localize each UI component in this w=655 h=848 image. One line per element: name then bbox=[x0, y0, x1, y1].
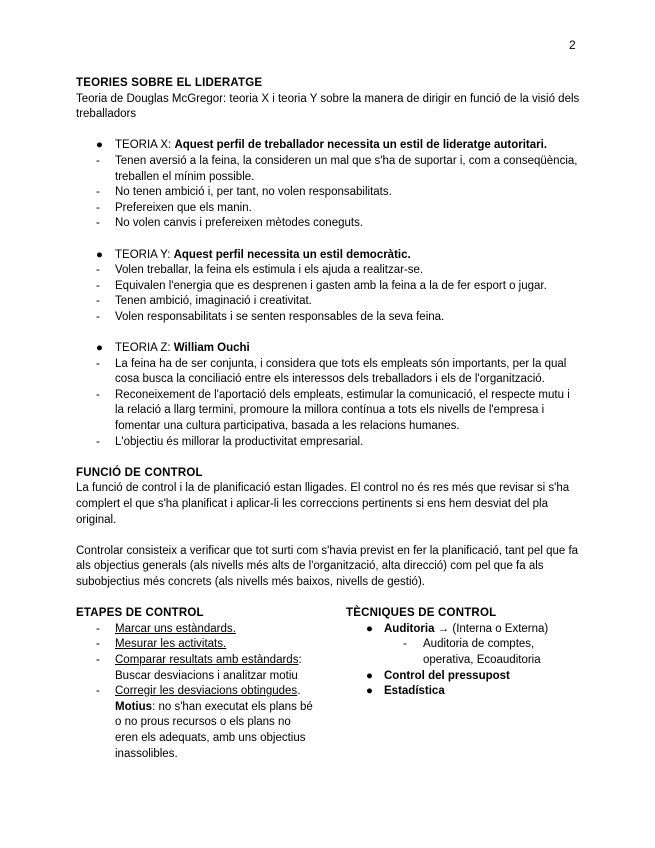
heading-lideratge: TEORIES SOBRE EL LIDERATGE bbox=[76, 77, 263, 89]
dash-glyph: - bbox=[96, 295, 100, 308]
list-item-text: Control del pressupost bbox=[384, 669, 510, 682]
list-item-text: . bbox=[297, 685, 301, 698]
dash-glyph: - bbox=[403, 638, 407, 651]
list-item-text: Estadística bbox=[384, 685, 445, 698]
list-item-text: : Buscar desviacions i analitzar motiu bbox=[115, 653, 302, 682]
dash-glyph: - bbox=[96, 388, 100, 401]
list-item bbox=[346, 684, 581, 700]
list-item-text: → (Interna o Externa) bbox=[434, 622, 549, 635]
list-item bbox=[76, 622, 316, 638]
list-item bbox=[76, 684, 316, 762]
list-item-text: Mesurar les activitats. bbox=[115, 638, 227, 651]
list-item-text: Marcar uns estàndards. bbox=[115, 622, 236, 635]
two-column-section bbox=[76, 606, 581, 766]
dash-glyph: - bbox=[96, 622, 100, 635]
dash-glyph: - bbox=[96, 279, 100, 292]
theory-z-bold: William Ouchi bbox=[173, 342, 250, 355]
list-item-underlined: Comparar resultats amb estàndards bbox=[115, 653, 299, 666]
list-item bbox=[76, 201, 581, 217]
dash-glyph: - bbox=[96, 201, 100, 214]
dash-glyph: - bbox=[96, 217, 100, 230]
list-item bbox=[76, 185, 581, 201]
heading-funcio-control: FUNCIÓ DE CONTROL bbox=[76, 466, 203, 479]
list-item bbox=[76, 653, 316, 684]
theory-x-bullet bbox=[76, 138, 581, 154]
list-item bbox=[76, 310, 581, 326]
list-item bbox=[346, 622, 581, 638]
list-item-text: Reconeixement de l'aportació dels empleats, estimular la comunicació, el respecte mutu i la relació a llarg termini, promoure la millora contínua a tots els nivells de l'empresa i fomentar una cultura participativa, basada a les relacions humanes. bbox=[115, 388, 570, 433]
list-item bbox=[76, 263, 581, 279]
heading-tecniques: TÈCNIQUES DE CONTROL bbox=[346, 607, 497, 620]
bullet-glyph: ● bbox=[366, 685, 373, 698]
bullet-glyph: ● bbox=[366, 669, 373, 682]
list-item bbox=[76, 388, 581, 435]
dash-glyph: - bbox=[96, 685, 100, 698]
bullet-glyph: ● bbox=[366, 622, 373, 635]
theory-z-prefix: TEORIA Z: bbox=[115, 342, 174, 355]
list-item-text: Volen responsabilitats i se senten responsables de la seva feina. bbox=[115, 310, 445, 323]
list-item-text: Equivalen l'energia que es desprenen i gasten amb la feina a la de fer esport o jugar. bbox=[115, 279, 547, 292]
page-content bbox=[76, 76, 581, 766]
control-paragraph-2: Controlar consisteix a verificar que tot surti com s'havia previst en fer la planificació, tant pel que fa als objectius generals (als nivells més alts de l'organització, alta direcció) com pel que fa als subobjectius més concrets (als nivells més baixos, nivells de gestió). bbox=[76, 544, 579, 588]
theory-y-bullet bbox=[76, 248, 581, 264]
bullet-glyph: ● bbox=[96, 248, 103, 261]
dash-glyph: - bbox=[96, 357, 100, 370]
motius-label: Motius bbox=[115, 700, 153, 713]
list-item bbox=[76, 279, 581, 295]
dash-glyph: - bbox=[96, 264, 100, 277]
theory-x-bold: Aquest perfil de treballador necessita un estil de lideratge autoritari. bbox=[174, 139, 548, 152]
list-item bbox=[76, 637, 316, 653]
list-item bbox=[76, 154, 581, 185]
list-item bbox=[346, 637, 581, 668]
dash-glyph: - bbox=[96, 653, 100, 666]
list-item-text: La feina ha de ser conjunta, i considera que tots els empleats són importants, per la qual cosa busca la conciliació entre els interessos dels treballadors i els de l'organització. bbox=[115, 357, 567, 386]
dash-glyph: - bbox=[96, 186, 100, 199]
list-item-text: : no s'han executat els plans bé o no prous recursos o els plans no eren els adequats, amb uns objectius inassolibles. bbox=[115, 700, 313, 760]
bullet-glyph: ● bbox=[96, 139, 103, 152]
theory-x-prefix: TEORIA X: bbox=[115, 139, 175, 152]
etapes-column bbox=[76, 606, 316, 762]
theory-y-bold: Aquest perfil necessita un estil democràtic. bbox=[173, 248, 411, 261]
dash-glyph: - bbox=[96, 638, 100, 651]
intro-paragraph: Teoria de Douglas McGregor: teoria X i teoria Y sobre la manera de dirigir en funció de la visió dels treballadors bbox=[76, 92, 580, 121]
list-item bbox=[76, 216, 581, 232]
list-item-text: L'objectiu és millorar la productivitat empresarial. bbox=[115, 435, 364, 448]
bullet-glyph: ● bbox=[96, 342, 103, 355]
tecniques-column bbox=[346, 606, 581, 700]
list-item bbox=[76, 294, 581, 310]
control-paragraph-1: La funció de control i la de planificació estan lligades. El control no és res més que revisar si s'ha complert el que s'ha planificat i aplicar-li les correccions pertinents si ens hem desviat del pla original. bbox=[76, 482, 570, 526]
list-item-text: No volen canvis i prefereixen mètodes coneguts. bbox=[115, 217, 364, 230]
list-item-underlined: Corregir les desviacions obtingudes bbox=[115, 685, 298, 698]
list-item-text: Volen treballar, la feina els estimula i els ajuda a realitzar-se. bbox=[115, 264, 424, 277]
list-item-text: Tenen ambició, imaginació i creativitat. bbox=[115, 295, 312, 308]
page-number: 2 bbox=[569, 38, 576, 52]
auditoria-label: Auditoria bbox=[384, 622, 435, 635]
list-item-text: Auditoria de comptes, operativa, Ecoauditoria bbox=[423, 638, 541, 666]
list-item-text: No tenen ambició i, per tant, no volen responsabilitats. bbox=[115, 186, 392, 199]
heading-etapes: ETAPES DE CONTROL bbox=[76, 607, 204, 620]
list-item bbox=[76, 435, 581, 451]
dash-glyph: - bbox=[96, 154, 100, 167]
dash-glyph: - bbox=[96, 310, 100, 323]
list-item bbox=[76, 357, 581, 388]
theory-z-bullet bbox=[76, 341, 581, 357]
list-item-text: Tenen aversió a la feina, la consideren un mal que s'ha de suportar i, com a conseqüència, treballen el mínim possible. bbox=[115, 154, 578, 183]
theory-y-prefix: TEORIA Y: bbox=[115, 248, 174, 261]
dash-glyph: - bbox=[96, 435, 100, 448]
list-item-text: Prefereixen que els manin. bbox=[115, 201, 252, 214]
list-item bbox=[346, 669, 581, 685]
